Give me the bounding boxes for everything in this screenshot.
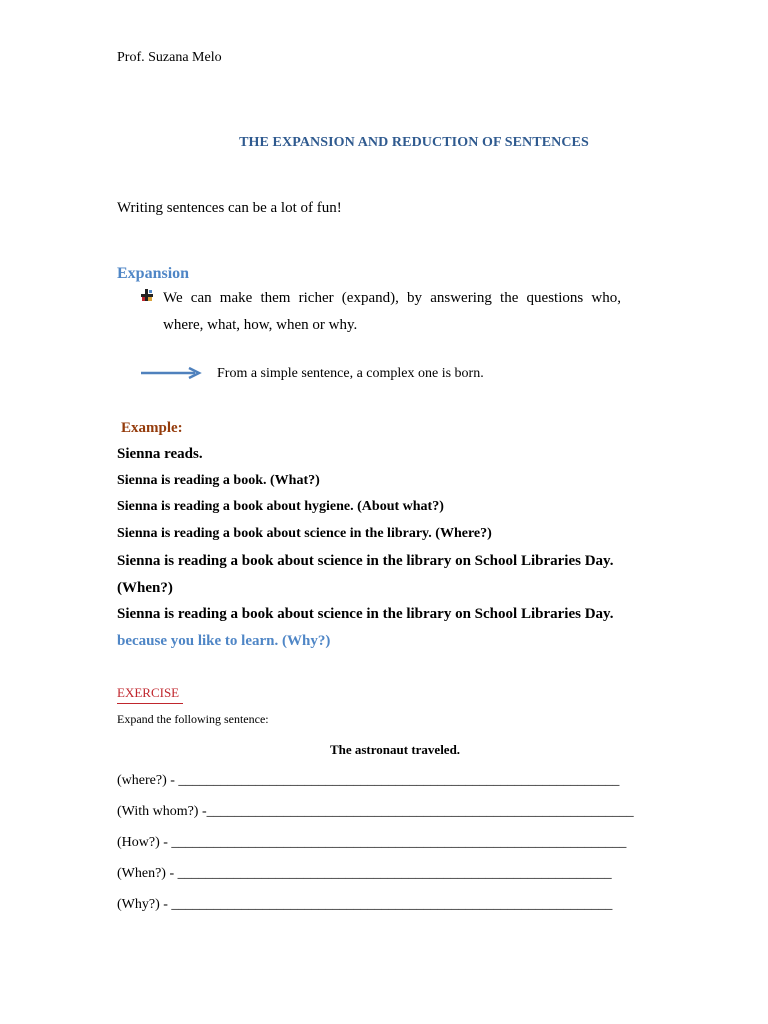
bullet-line-1: We can make them richer (expand), by answering the questions who, (163, 290, 621, 306)
example-line-4: Sienna is reading a book about science in the library. (Where?) (117, 526, 492, 541)
example-line-5: Sienna is reading a book about science in the library on School Libraries Day. (117, 553, 614, 569)
exercise-heading: EXERCISE (117, 685, 183, 704)
bullet-icon (140, 288, 154, 302)
example-line-2: Sienna is reading a book. (What?) (117, 473, 320, 488)
answer-line-how[interactable]: (How?) - _________________________________________________________________ (117, 835, 627, 850)
answer-line-why[interactable]: (Why?) - _______________________________________________________________ (117, 897, 613, 912)
exercise-instruction: Expand the following sentence: (117, 712, 269, 726)
exercise-sentence: The astronaut traveled. (329, 742, 461, 757)
example-line-3: Sienna is reading a book about hygiene. (About what?) (117, 499, 444, 514)
expansion-bullet (163, 285, 621, 339)
answer-line-with-whom[interactable]: (With whom?) -_____________________________________________________________ (117, 804, 634, 819)
author-name: Prof. Suzana Melo (117, 50, 222, 65)
expansion-heading: Expansion (117, 265, 190, 282)
example-line-8: because you like to learn. (Why?) (117, 633, 331, 649)
right-arrow-icon (139, 366, 203, 380)
answer-line-when[interactable]: (When?) - ______________________________________________________________ (117, 866, 612, 881)
arrow-caption: From a simple sentence, a complex one is born. (217, 366, 484, 381)
bullet-line-2: where, what, how, when or why. (163, 317, 358, 333)
example-heading: Example: (121, 420, 183, 436)
document-title: THE EXPANSION AND REDUCTION OF SENTENCES (239, 135, 589, 150)
example-line-6: (When?) (117, 580, 173, 596)
intro-text: Writing sentences can be a lot of fun! (117, 200, 342, 216)
example-line-7: Sienna is reading a book about science in the library on School Libraries Day. (117, 606, 614, 622)
example-line-1: Sienna reads. (117, 446, 203, 462)
answer-line-where[interactable]: (where?) - _______________________________________________________________ (117, 773, 620, 788)
